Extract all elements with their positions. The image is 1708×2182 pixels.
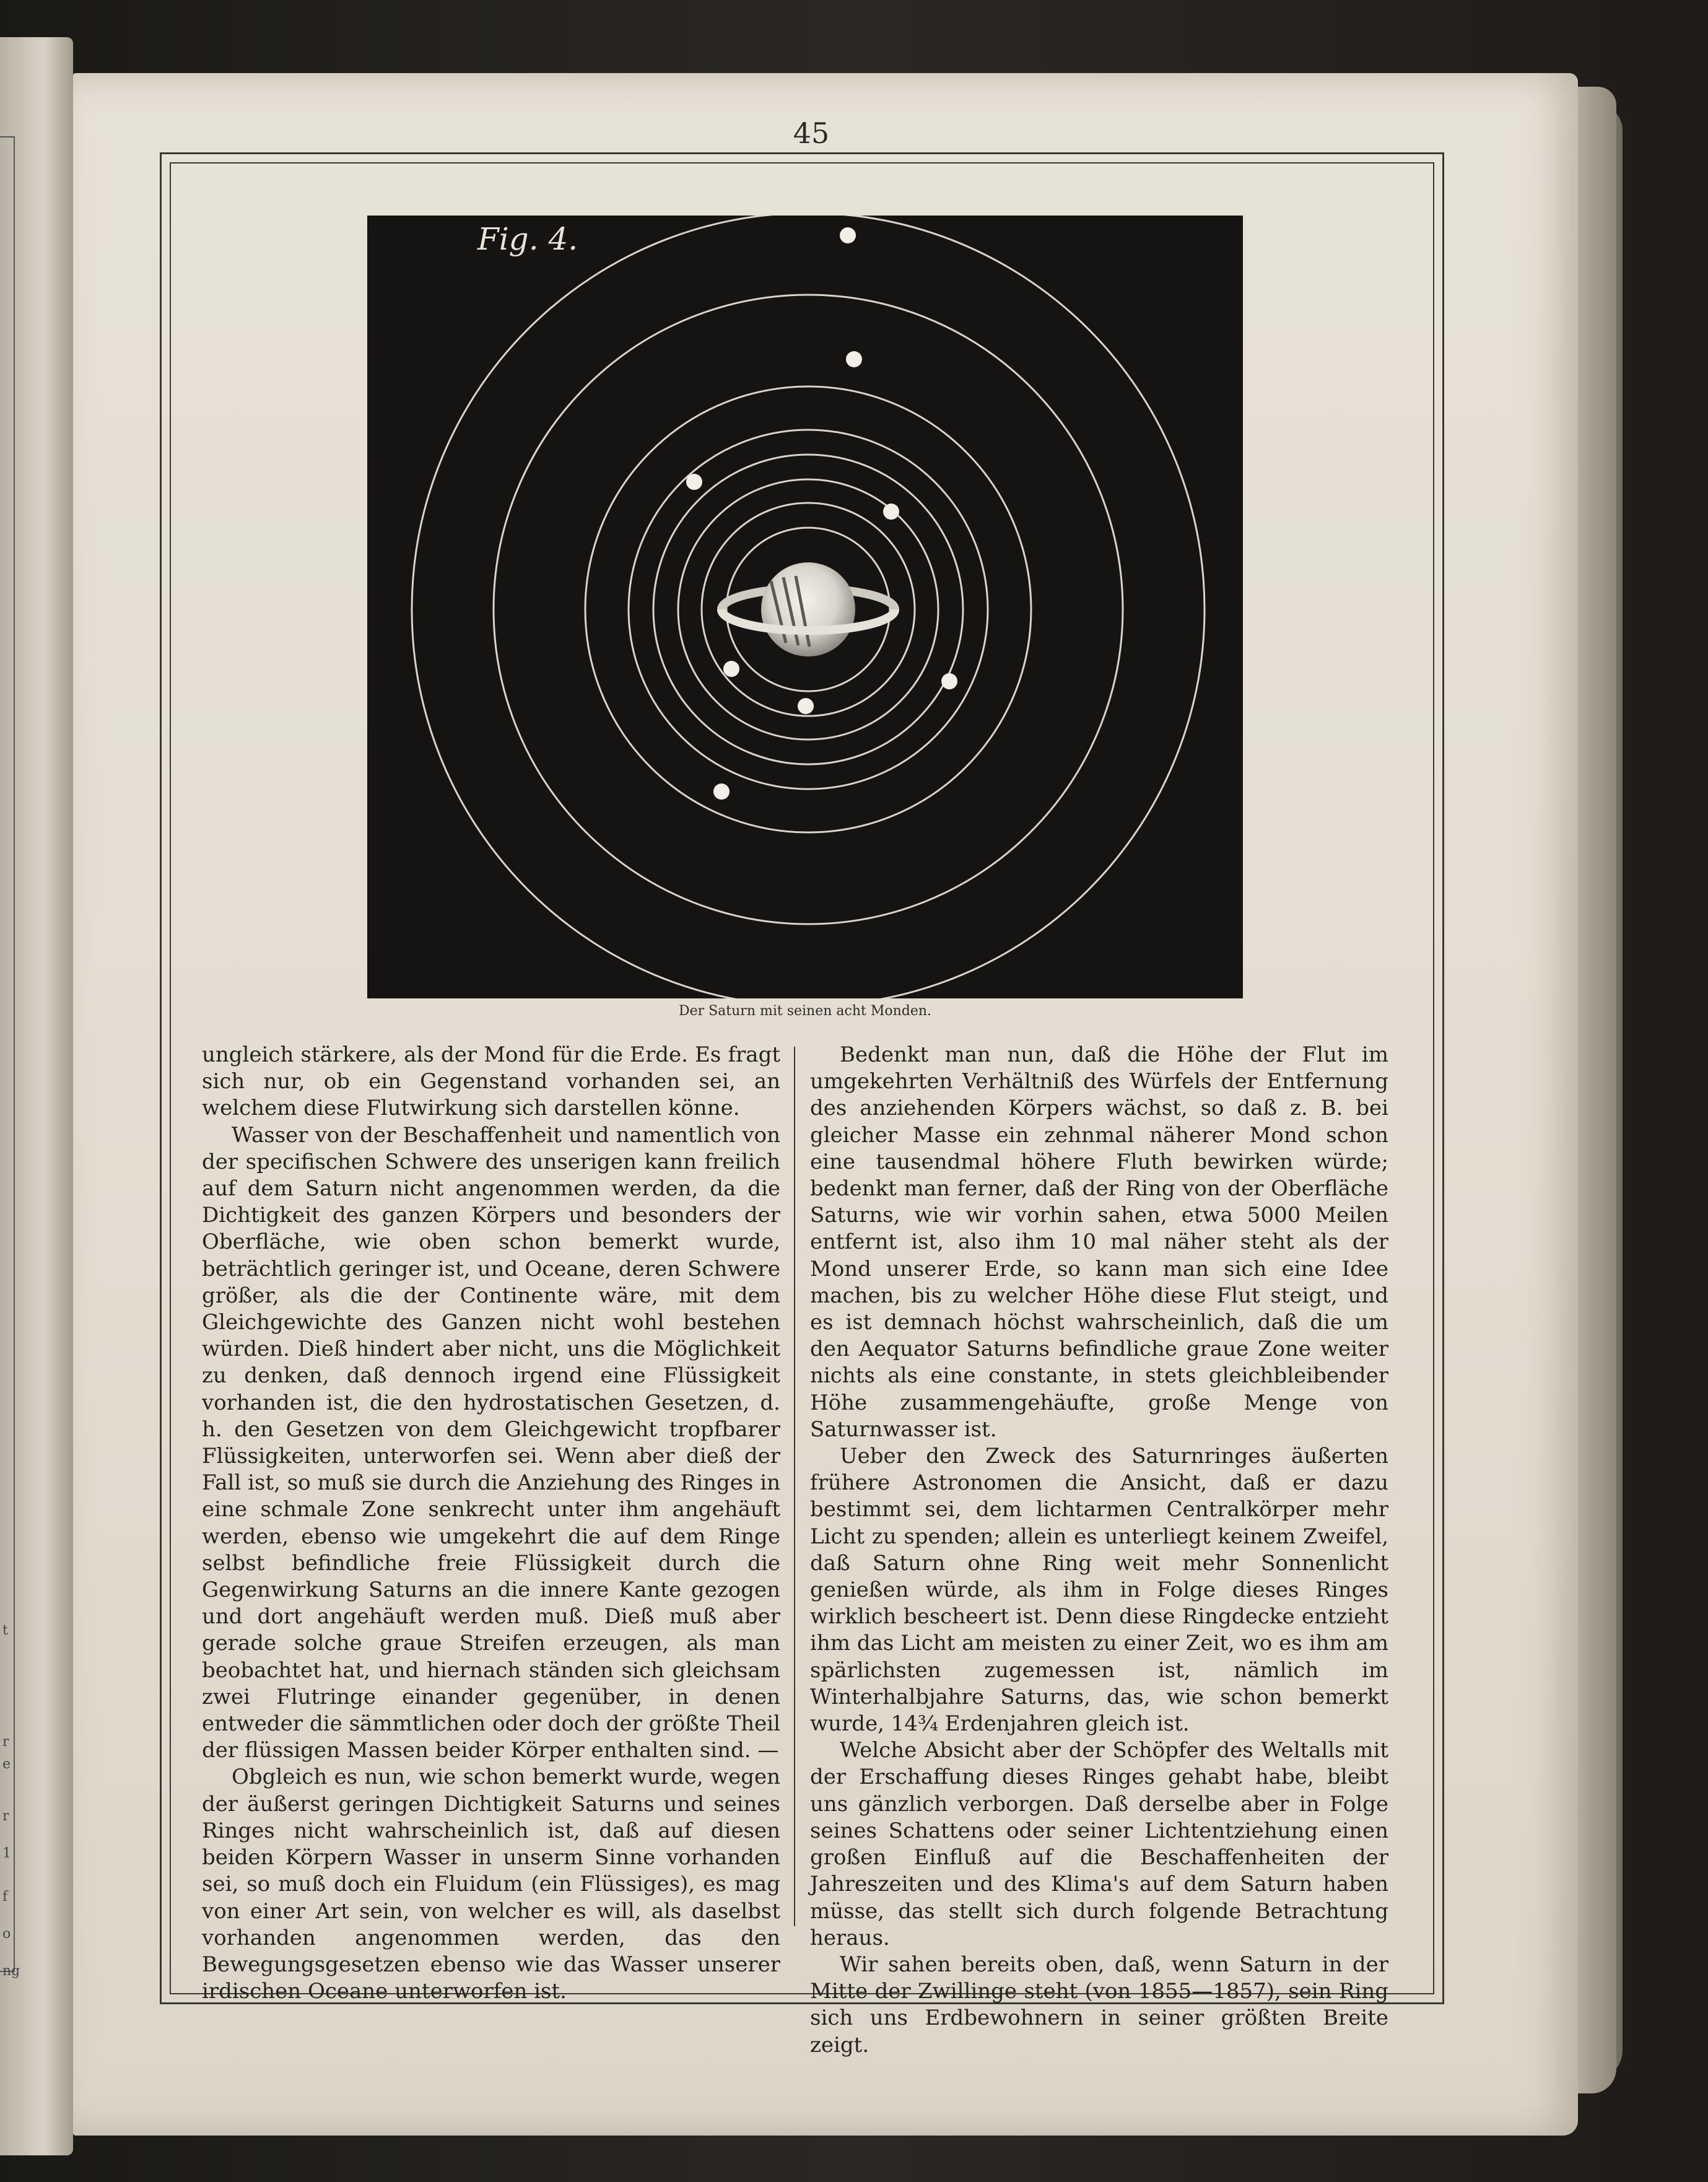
saturn-planet: [721, 562, 895, 657]
text-column-left: [202, 1042, 780, 2005]
facing-page-edge: [0, 37, 73, 2155]
paragraph: ungleich stärkere, als der Mond für die Erde. Es fragt sich nur, ob ein Gegenstand vorhanden sei, an welchem diese Flutwirkung sich darstellen könne.: [202, 1042, 780, 1121]
moon-6: [941, 673, 957, 689]
paragraph: Bedenkt man nun, daß die Höhe der Flut im umgekehrten Verhältniß des Würfels der Entfernung des anziehenden Körpers wächst, so daß z. B. bei gleicher Masse ein zehnmal näherer Mond schon eine tausendmal höhere Fluth bewirken würde; bedenkt man ferner, daß der Ring von der Oberfläche Saturns, wie wir vorhin sahen, etwa 5000 Meilen entfernt ist, also ihm 10 mal näher steht als der Mond unserer Erde, so kann man sich eine Idee machen, bis zu welcher Höhe diese Flut steigt, und es ist demnach höchst wahrscheinlich, daß die um den Aequator Saturns befindliche graue Zone weiter nichts als eine constante, in stets gleichbleibender Höhe zusammengehäufte, große Menge von Saturnwasser ist.: [810, 1042, 1388, 1442]
moon-3: [686, 474, 702, 490]
page-number: 45: [793, 116, 830, 150]
facing-page-fragment: ng: [2, 1963, 20, 1979]
facing-page-fragment: f: [2, 1889, 8, 1905]
paragraph: Wasser von der Beschaffenheit und namentlich von der specifischen Schwere des unserigen kann freilich auf dem Saturn nicht angenommen werden, da die Dichtigkeit des ganzen Körpers und besonders der Oberfläche, wie oben schon bemerkt wurde, beträchtlich geringer ist, und Oceane, deren Schwere größer, als die der Continente wäre, mit dem Gleichgewichte des Ganzen nicht wohl bestehen würden. Dieß hindert aber nicht, uns die Möglichkeit zu denken, daß dennoch irgend eine Flüssigkeit vorhanden ist, die den hydrostatischen Gesetzen, d. h. den Gesetzen von dem Gleichgewicht tropfbarer Flüssigkeiten, unterworfen sei. Wenn aber dieß der Fall ist, so muß sie durch die Anziehung des Ringes in eine schmale Zone senkrecht unter ihm angehäuft werden, ebenso wie umgekehrt die auf dem Ringe selbst befindliche freie Flüssigkeit durch die Gegenwirkung Saturns an die innere Kante gezogen und dort angehäuft werden muß. Dieß muß aber gerade solche graue Streifen erzeugen, als man beobachtet hat, und hiernach ständen sich gleichsam zwei Flutringe einander gegenüber, in denen entweder die sämmtlichen oder doch der größte Theil der flüssigen Massen beider Körper enthalten sind. —: [202, 1122, 780, 1763]
facing-page-fragment: 1: [2, 1846, 11, 1861]
facing-page-fragment: r: [2, 1809, 9, 1824]
text-column-right: [810, 1042, 1388, 2059]
moons: [686, 227, 957, 800]
moon-4: [883, 504, 899, 520]
figure-label: Fig. 4.: [477, 221, 578, 257]
facing-page-fragment: e: [2, 1757, 11, 1772]
facing-page-fragment: r: [2, 1734, 9, 1750]
paragraph: Obgleich es nun, wie schon bemerkt wurde, wegen der äußerst geringen Dichtigkeit Saturns und seines Ringes nicht wahrscheinlich ist, daß auf diesen beiden Körpern Wasser in unserm Sinne vorhanden sei, so muß doch ein Fluidum (ein Flüssiges), es mag von einer Art sein, von welcher es will, als daselbst vorhanden angenommen werden, das den Bewegungsgesetzen ebenso wie das Wasser unserer irdischen Oceane unterworfen ist.: [202, 1765, 780, 2004]
paragraph: Wir sahen bereits oben, daß, wenn Saturn in der Mitte der Zwillinge steht (von 1855—1857), sein Ring sich uns Erdbewohnern in seiner größten Breite zeigt.: [810, 1952, 1388, 2058]
column-divider: [794, 1047, 795, 1926]
paragraph: Ueber den Zweck des Saturnringes äußerten frühere Astronomen die Ansicht, daß er dazu bestimmt sei, dem lichtarmen Centralkörper mehr Licht zu spenden; allein es unterliegt keinem Zweifel, daß Saturn ohne Ring weit mehr Sonnenlicht genießen würde, als ihm in Folge dieses Ringes wirklich bescheert ist. Denn diese Ringdecke entzieht ihm das Licht am meisten zu einer Zeit, wo es ihm am spärlichsten zugemessen ist, nämlich im Winterhalbjahre Saturns, das, wie schon bemerkt wurde, 14¾ Erdenjahren gleich ist.: [810, 1444, 1388, 1737]
facing-page-fragment: t: [2, 1623, 8, 1638]
moon-2: [846, 351, 862, 367]
moon-5: [723, 661, 739, 677]
facing-page-frame: [0, 136, 15, 1972]
moon-1: [840, 227, 856, 243]
moon-8: [713, 783, 730, 800]
figure-caption: Der Saturn mit seinen acht Monden.: [678, 1003, 932, 1019]
saturn-illustration: [367, 216, 1243, 998]
facing-page-fragment: o: [2, 1926, 11, 1942]
saturn-figure: [367, 216, 1243, 998]
paragraph: Welche Absicht aber der Schöpfer des Weltalls mit der Erschaffung dieses Ringes gehabt habe, bleibt uns gänzlich verborgen. Daß derselbe aber in Folge seines Schattens oder seiner Lichtentziehung einen großen Einfluß auf die Beschaffenheiten der Jahreszeiten und des Klima's auf dem Saturn haben müsse, das stellt sich durch folgende Betrachtung heraus.: [810, 1738, 1388, 1950]
moon-7: [798, 698, 814, 714]
